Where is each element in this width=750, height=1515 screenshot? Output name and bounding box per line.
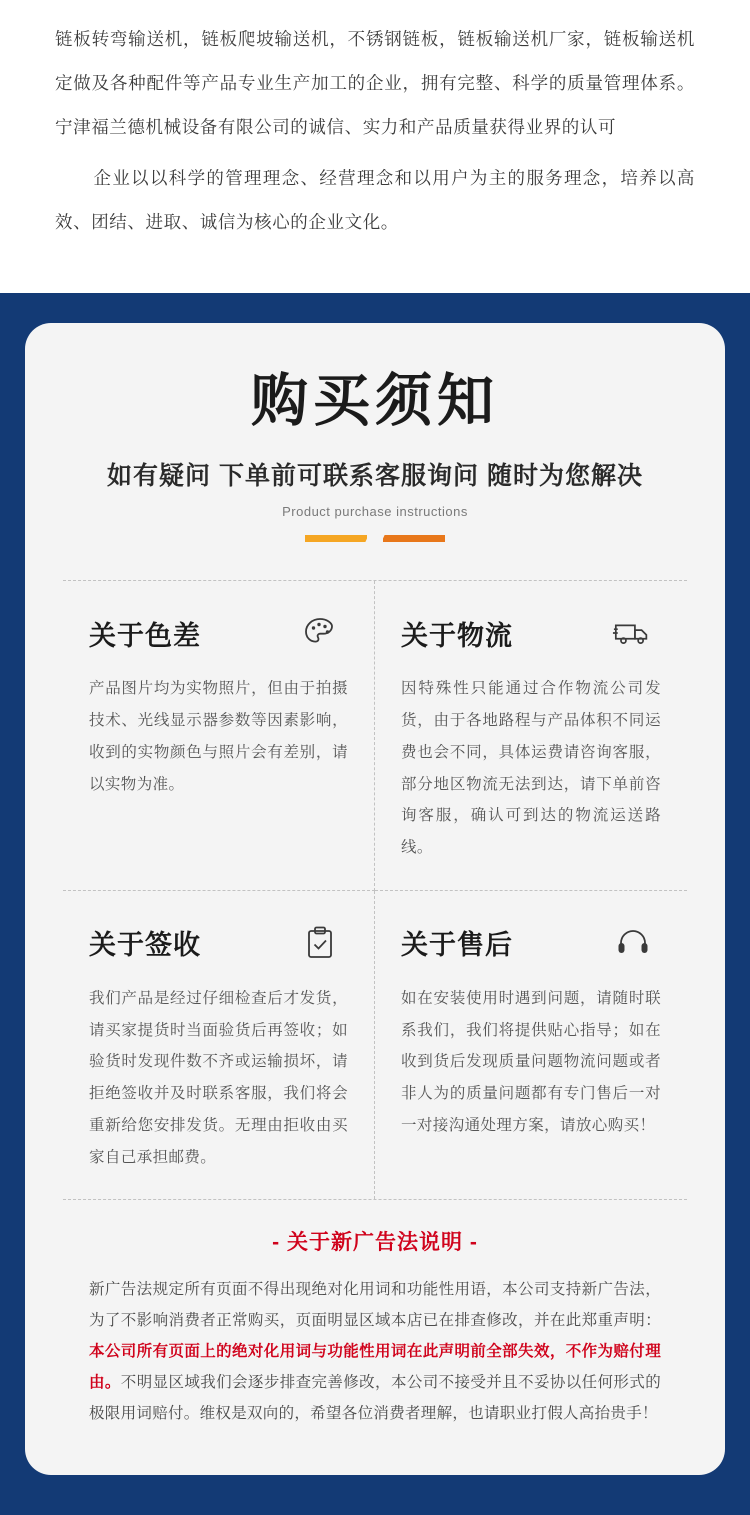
divider-left-bar — [305, 535, 367, 542]
notice-block-aftersales — [375, 891, 687, 1200]
purchase-notice-section — [0, 293, 750, 1515]
headset-icon — [611, 921, 655, 965]
notice-grid — [63, 580, 687, 1199]
intro-paragraph-1: 链板转弯输送机，链板爬坡输送机，不锈钢链板，链板输送机厂家，链板输送机定做及各种配件等产品专业生产加工的企业，拥有完整、科学的质量管理体系。宁津福兰德机械设备有限公司的诚信、实力和产品质量获得业界的认可 — [55, 29, 695, 137]
title-divider — [25, 535, 725, 542]
notice-block-body: 产品图片均为实物照片，但由于拍摄技术、光线显示器参数等因素影响，收到的实物颜色与照片会有差别，请以实物为准。 — [89, 680, 348, 793]
notice-block-body: 我们产品是经过仔细检查后才发货，请买家提货时当面验货后再签收；如验货时发现件数不齐或运输损坏，请拒绝签收并及时联系客服，我们将会重新给您安排发货。无理由拒收由买家自己承担邮费。 — [89, 989, 348, 1166]
palette-icon — [298, 611, 342, 655]
advertising-law-note — [63, 1199, 687, 1439]
intro-paragraph-2: 企业以以科学的管理理念、经营理念和以用户为主的服务理念，培养以高效、团结、进取、诚信为核心的企业文化。 — [55, 168, 695, 232]
notice-block-title: 关于售后 — [401, 930, 513, 961]
divider-right-bar — [383, 535, 445, 542]
truck-icon — [611, 611, 655, 655]
page-title: 购买须知 — [251, 368, 499, 433]
notice-block-title: 关于色差 — [89, 620, 201, 651]
advertising-law-title: - 关于新广告法说明 - — [272, 1231, 478, 1255]
advertising-law-highlight: 本公司所有页面上的绝对化用词与功能性用词在此声明前全部失效，不作为赔付理由。 — [89, 1343, 661, 1392]
notice-block-header — [89, 611, 348, 655]
notice-block-body: 因特殊性只能通过合作物流公司发货，由于各地路程与产品体积不同运费也会不同，具体运费请咨询客服，部分地区物流无法到达，请下单前咨询客服，确认可到达的物流运送路线。 — [401, 680, 661, 857]
intro-section — [0, 0, 750, 293]
notice-block-color — [63, 581, 375, 891]
notice-block-signing — [63, 891, 375, 1200]
notice-block-header — [401, 921, 661, 965]
page-subtitle: 如有疑问 下单前可联系客服询问 随时为您解决 — [107, 462, 643, 491]
divider-gap — [365, 535, 384, 542]
notice-block-body: 如在安装使用时遇到问题，请随时联系我们，我们将提供贴心指导；如在收到货后发现质量问题物流问题或者非人为的质量问题都有专门售后一对一对接沟通处理方案，请放心购买！ — [401, 989, 661, 1134]
notice-block-title: 关于签收 — [89, 930, 201, 961]
notice-block-header — [89, 921, 348, 965]
advertising-law-part1: 新广告法规定所有页面不得出现绝对化用词和功能性用语，本公司支持新广告法，为了不影响消费者正常购买，页面明显区域本店已在排查修改，并在此郑重声明： — [89, 1281, 661, 1330]
notice-block-header — [401, 611, 661, 655]
clipboard-check-icon — [298, 921, 342, 965]
advertising-law-part2: 不明显区域我们会逐步排查完善修改，本公司不接受并且不妥协以任何形式的极限用词赔付。维权是双向的，希望各位消费者理解，也请职业打假人高抬贵手！ — [89, 1374, 662, 1423]
notice-block-logistics — [375, 581, 687, 891]
purchase-notice-card — [25, 323, 725, 1476]
page-subtitle-english: Product purchase instructions — [282, 504, 468, 520]
advertising-law-body — [89, 1274, 661, 1429]
notice-block-title: 关于物流 — [401, 620, 513, 651]
